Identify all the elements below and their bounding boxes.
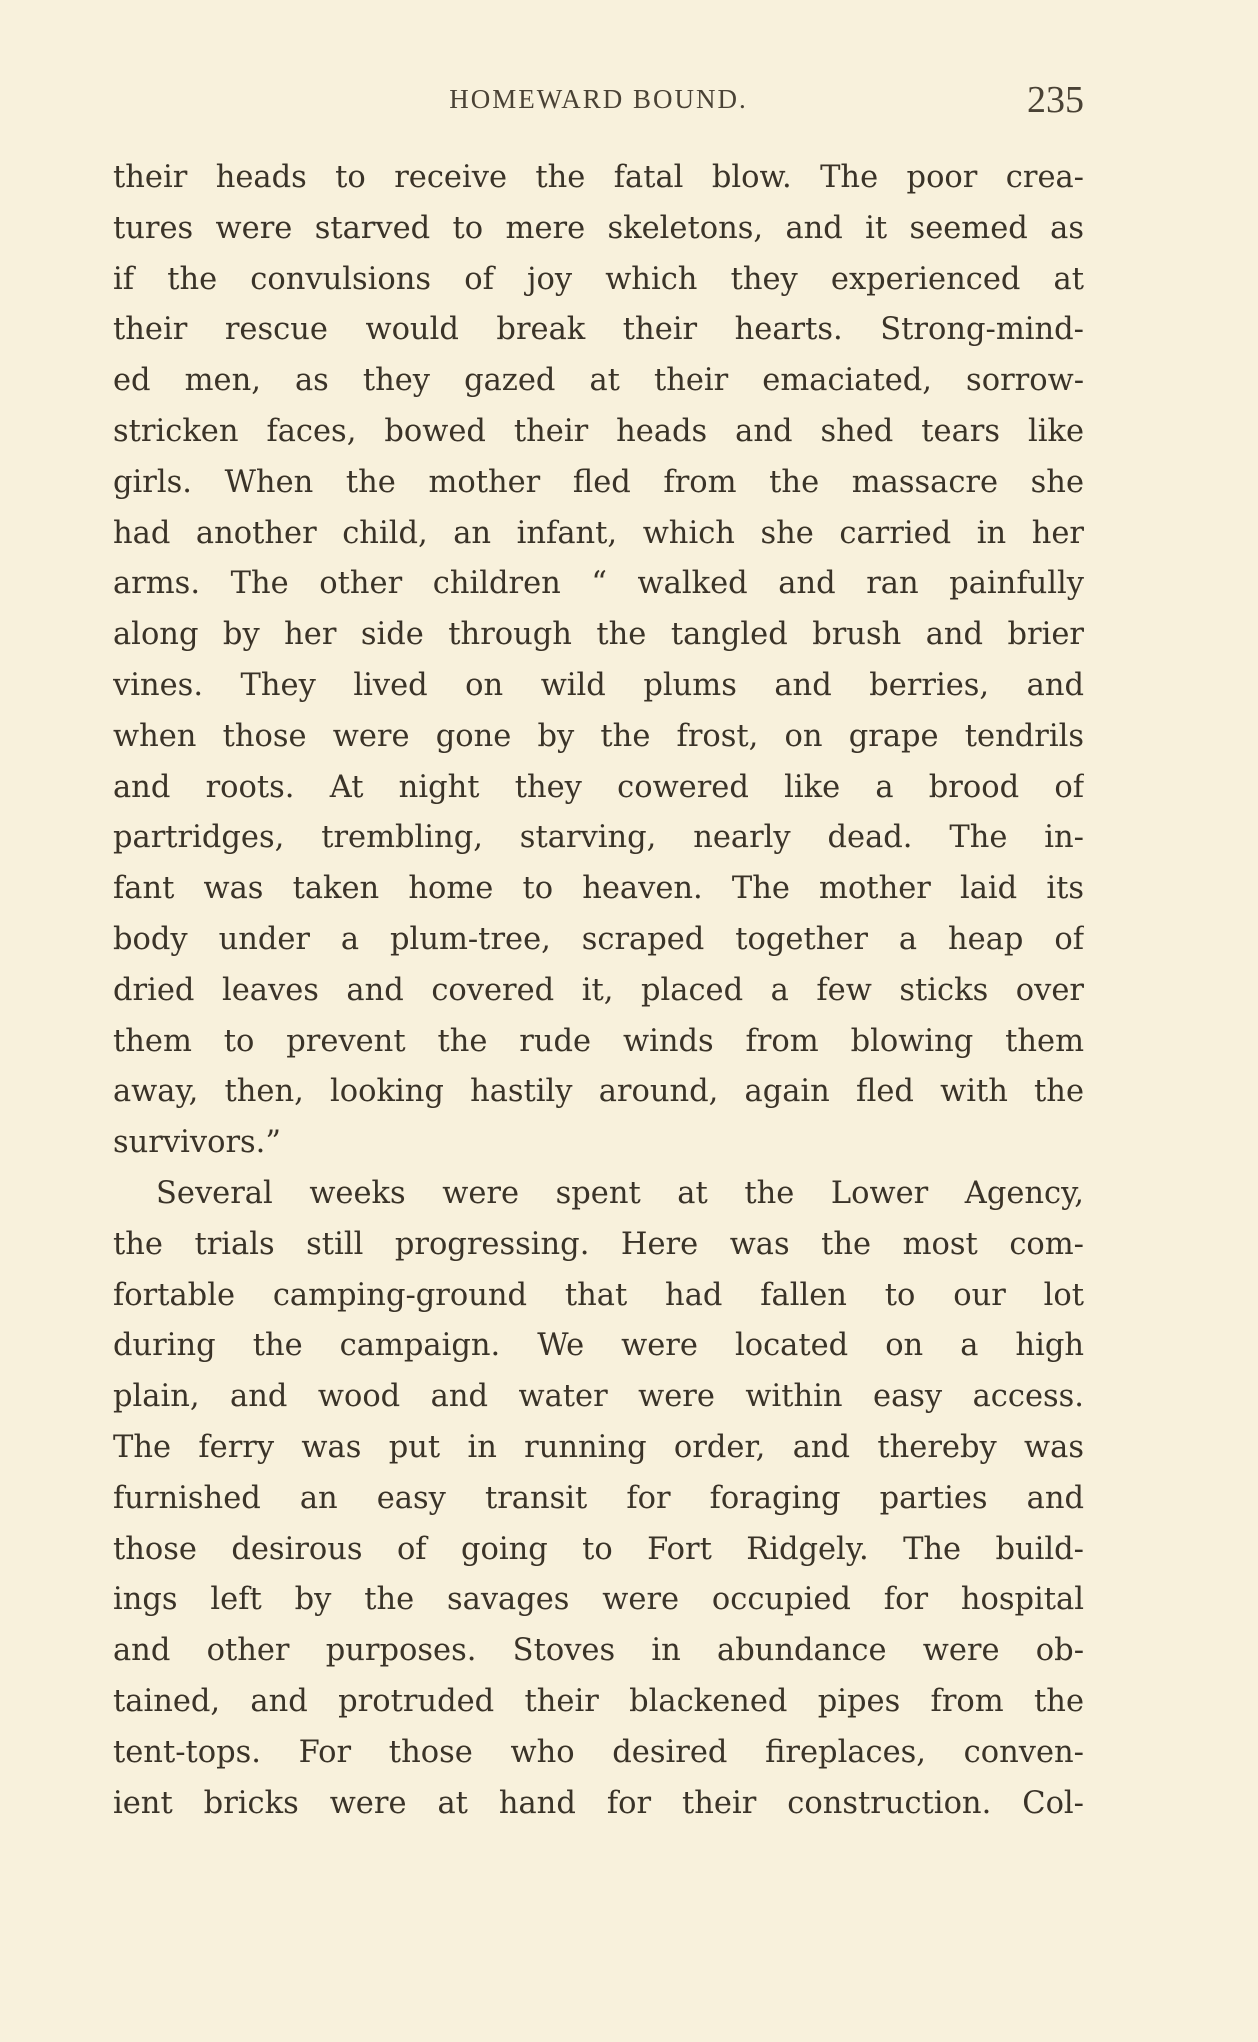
text-line: during the campaign. We were located on a high xyxy=(113,1328,1084,1364)
text-line: ed men, as they gazed at their emaciated, sorrow- xyxy=(113,363,1084,399)
text-line: them to prevent the rude winds from blowing them xyxy=(113,1023,1084,1059)
paragraph xyxy=(113,1169,1084,1829)
text-line: plain, and wood and water were within easy access. xyxy=(113,1379,1084,1415)
text-line: vines. They lived on wild plums and berries, and xyxy=(113,667,1084,703)
text-line: partridges, trembling, starving, nearly dead. The in- xyxy=(113,820,1084,856)
text-line: dried leaves and covered it, placed a few sticks over xyxy=(113,972,1084,1008)
text-line: body under a plum-tree, scraped together a heap of xyxy=(113,921,1084,957)
text-line: ient bricks were at hand for their construction. Col- xyxy=(113,1785,1084,1821)
text-line: The ferry was put in running order, and thereby was xyxy=(113,1429,1084,1465)
text-line: their heads to receive the fatal blow. The poor crea- xyxy=(113,160,1084,195)
text-line: Several weeks were spent at the Lower Agency, xyxy=(156,1175,1084,1211)
text-line: survivors.” xyxy=(113,1125,281,1161)
page-number: 235 xyxy=(1027,79,1084,121)
text-line: furnished an easy transit for foraging parties and xyxy=(113,1480,1084,1516)
text-line: tures were starved to mere skeletons, and it seemed as xyxy=(113,210,1084,246)
text-line: arms. The other children “ walked and ran painfully xyxy=(113,566,1084,602)
text-line: their rescue would break their hearts. Strong-mind- xyxy=(113,312,1084,348)
text-line: fant was taken home to heaven. The mother laid its xyxy=(113,871,1084,907)
text-line: the trials still progressing. Here was the most com- xyxy=(113,1226,1084,1262)
text-line: and roots. At night they cowered like a brood of xyxy=(113,769,1084,805)
text-line: stricken faces, bowed their heads and shed tears like xyxy=(113,413,1084,449)
text-line: girls. When the mother fled from the massacre she xyxy=(113,464,1084,500)
text-line: when those were gone by the frost, on grape tendrils xyxy=(113,718,1084,754)
paragraph-continued xyxy=(113,153,1084,1169)
text-line: if the convulsions of joy which they experienced at xyxy=(113,261,1084,297)
text-line: tent-tops. For those who desired fireplaces, conven- xyxy=(113,1734,1084,1770)
text-line: along by her side through the tangled brush and brier xyxy=(113,617,1084,653)
text-line: away, then, looking hastily around, again fled with the xyxy=(113,1074,1084,1110)
text-line: tained, and protruded their blackened pipes from the xyxy=(113,1683,1084,1719)
running-title: HOMEWARD BOUND. xyxy=(449,84,748,114)
body-text xyxy=(113,153,1084,1829)
text-line: ings left by the savages were occupied for hospital xyxy=(113,1582,1084,1618)
running-head xyxy=(113,80,1084,130)
text-line: fortable camping-ground that had fallen to our lot xyxy=(113,1277,1084,1313)
text-line: had another child, an infant, which she carried in her xyxy=(113,515,1084,551)
text-line: those desirous of going to Fort Ridgely. The build- xyxy=(113,1531,1084,1567)
text-line: and other purposes. Stoves in abundance were ob- xyxy=(113,1633,1084,1669)
